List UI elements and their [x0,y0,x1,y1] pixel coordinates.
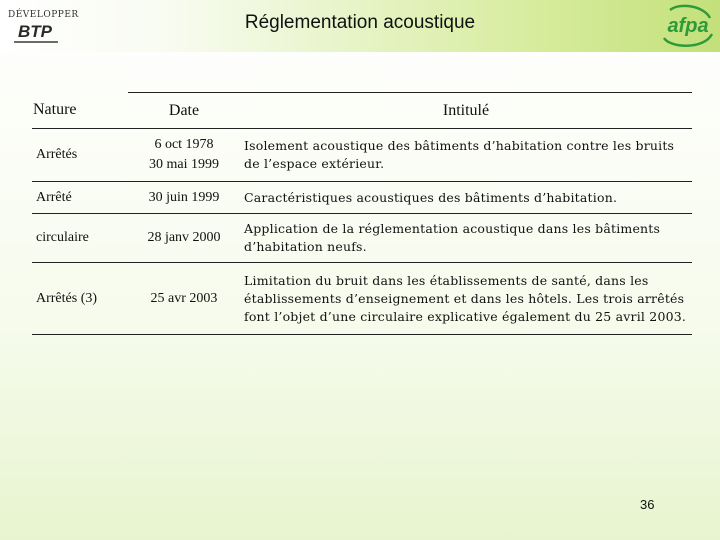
svg-text:afpa: afpa [667,15,709,37]
cell-date: 25 avr 2003 [128,263,240,335]
afpa-logo-icon [660,4,716,50]
page-title: Réglementation acoustique [244,12,476,33]
cell-nature: Arrêtés [32,129,128,182]
table-row [32,263,692,335]
cell-date: 28 janv 2000 [128,214,240,263]
table-header-row [32,93,692,129]
table-row [32,129,692,182]
date-line: 30 mai 1999 [149,157,219,172]
regulation-table [32,92,692,335]
cell-intitule: Isolement acoustique des bâtiments d’habitation contre les bruits de l’espace extérieur. [240,129,692,182]
cell-intitule: Application de la réglementation acoustique dans les bâtiments d’habitation neufs. [240,214,692,263]
cell-intitule: Caractéristiques acoustiques des bâtiments d’habitation. [240,182,692,214]
table-row [32,182,692,214]
cell-date: 30 juin 1999 [128,182,240,214]
logo-left-main-text: BTP [18,22,52,41]
header-date: Date [128,93,240,129]
cell-nature: circulaire [32,214,128,263]
cell-nature: Arrêtés (3) [32,263,128,335]
cell-date [128,129,240,182]
table-row [32,214,692,263]
page-number: 36 [640,497,655,512]
date-line: 6 oct 1978 [154,137,214,152]
logo-left-top-text: DÉVELOPPER [8,10,79,20]
cell-intitule: Limitation du bruit dans les établissements de santé, dans les établissements d’enseignement et dans les hôtels. Les trois arrêtés font l’objet d’une circulaire explicative également du 25 avril 2003. [240,263,692,335]
header-banner [0,0,720,52]
header-intitule: Intitulé [240,93,692,129]
afpa-logo [660,4,716,50]
cell-nature: Arrêté [32,182,128,214]
logo-left-underline [14,41,58,43]
header-nature: Nature [32,93,128,129]
